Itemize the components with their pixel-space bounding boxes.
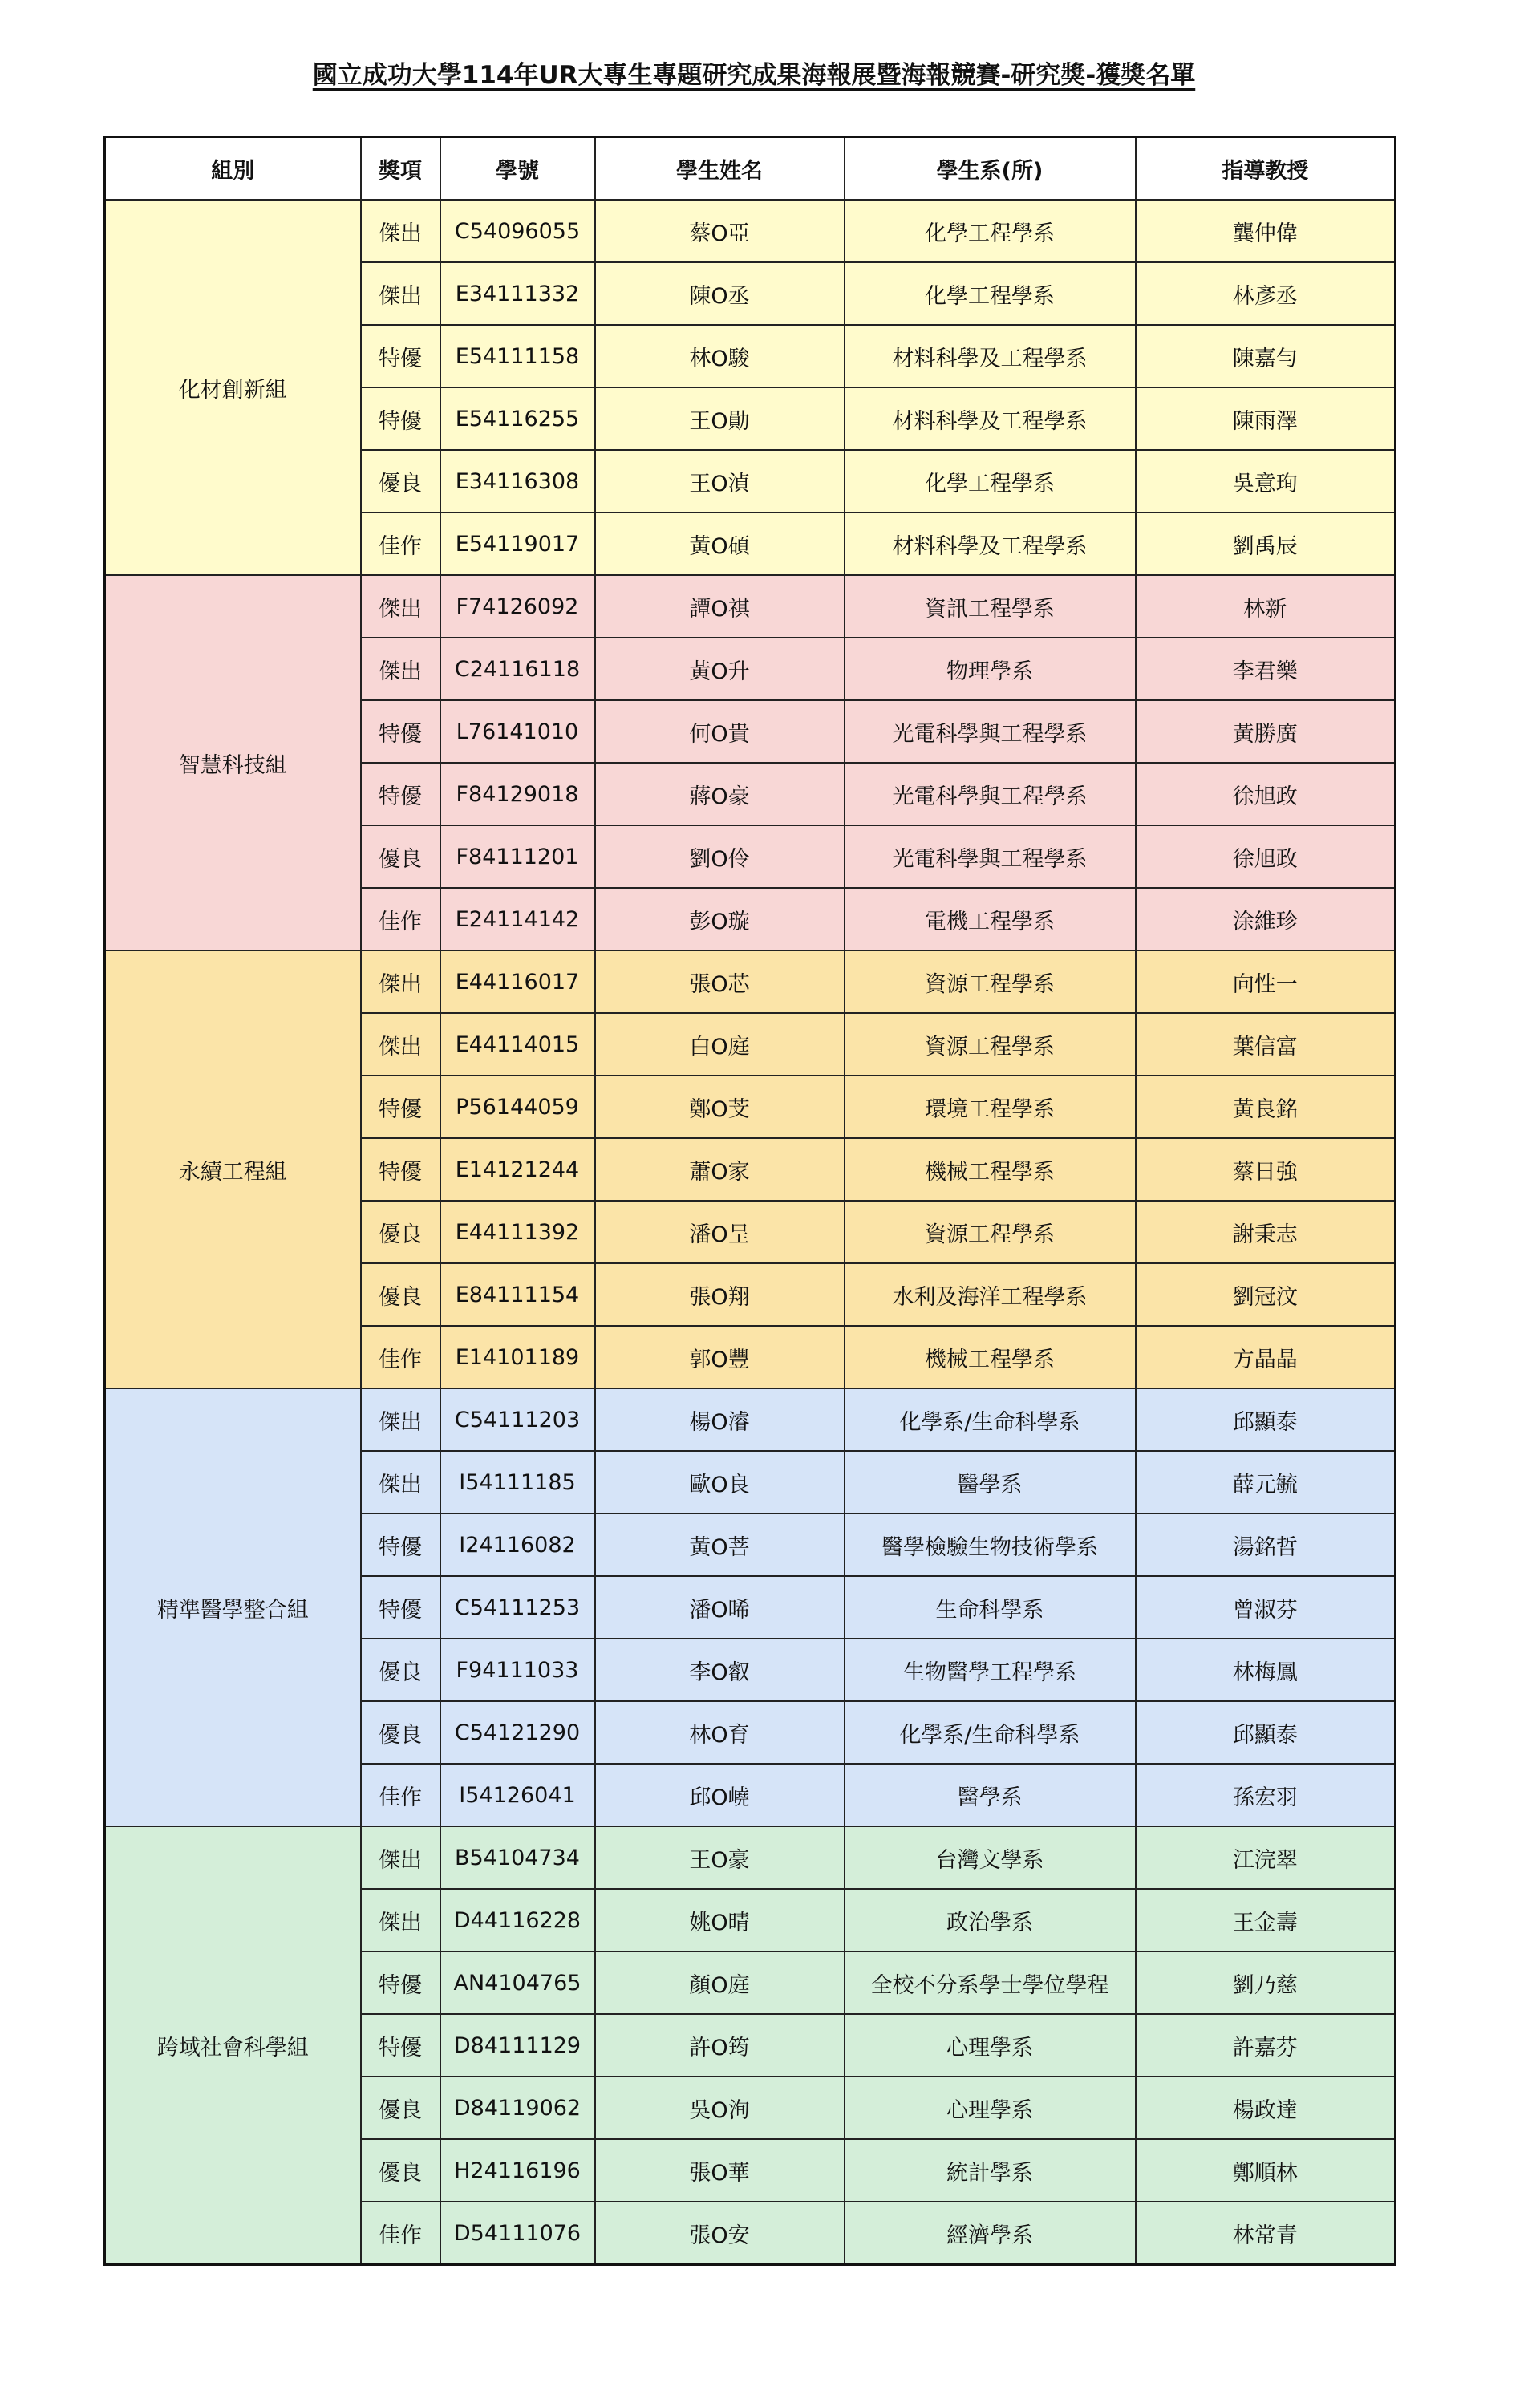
student-id-cell: E24114142 — [440, 888, 595, 950]
student-name-cell: 許O筠 — [595, 2014, 845, 2077]
student-id-cell: P56144059 — [440, 1076, 595, 1138]
award-cell: 特優 — [361, 1138, 440, 1201]
student-name-cell: 張O安 — [595, 2202, 845, 2265]
department-cell: 生命科學系 — [845, 1576, 1136, 1639]
award-cell: 傑出 — [361, 262, 440, 325]
award-cell: 優良 — [361, 2139, 440, 2202]
advisor-cell: 曾淑芬 — [1136, 1576, 1396, 1639]
student-name-cell: 王O勛 — [595, 387, 845, 450]
student-name-cell: 鄭O芠 — [595, 1076, 845, 1138]
advisor-cell: 許嘉芬 — [1136, 2014, 1396, 2077]
award-cell: 佳作 — [361, 888, 440, 950]
award-cell: 傑出 — [361, 1451, 440, 1514]
student-name-cell: 潘O呈 — [595, 1201, 845, 1263]
department-cell: 光電科學與工程學系 — [845, 700, 1136, 763]
award-cell: 傑出 — [361, 1013, 440, 1076]
advisor-cell: 邱顯泰 — [1136, 1701, 1396, 1764]
award-cell: 佳作 — [361, 2202, 440, 2265]
advisor-cell: 林新 — [1136, 575, 1396, 638]
student-name-cell: 譚O祺 — [595, 575, 845, 638]
student-id-cell: E14121244 — [440, 1138, 595, 1201]
award-cell: 優良 — [361, 2077, 440, 2139]
department-cell: 材料科學及工程學系 — [845, 325, 1136, 387]
department-cell: 物理學系 — [845, 638, 1136, 700]
award-cell: 傑出 — [361, 950, 440, 1013]
department-cell: 水利及海洋工程學系 — [845, 1263, 1136, 1326]
student-name-cell: 郭O豐 — [595, 1326, 845, 1388]
header-group: 組別 — [105, 137, 361, 201]
department-cell: 生物醫學工程學系 — [845, 1639, 1136, 1701]
award-cell: 優良 — [361, 1639, 440, 1701]
header-row — [105, 137, 1396, 201]
student-name-cell: 張O華 — [595, 2139, 845, 2202]
student-name-cell: 何O貴 — [595, 700, 845, 763]
advisor-cell: 林梅鳳 — [1136, 1639, 1396, 1701]
award-cell: 特優 — [361, 2014, 440, 2077]
award-cell: 優良 — [361, 825, 440, 888]
table-row — [105, 950, 1396, 1013]
department-cell: 化學工程學系 — [845, 200, 1136, 262]
department-cell: 資源工程學系 — [845, 950, 1136, 1013]
table-body — [105, 200, 1396, 2265]
student-id-cell: I54111185 — [440, 1451, 595, 1514]
student-name-cell: 張O翔 — [595, 1263, 845, 1326]
student-name-cell: 王O湞 — [595, 450, 845, 513]
student-id-cell: D84119062 — [440, 2077, 595, 2139]
advisor-cell: 鄭順林 — [1136, 2139, 1396, 2202]
student-name-cell: 林O駿 — [595, 325, 845, 387]
advisor-cell: 向性一 — [1136, 950, 1396, 1013]
student-name-cell: 邱O嶢 — [595, 1764, 845, 1826]
advisor-cell: 陳嘉勻 — [1136, 325, 1396, 387]
student-id-cell: C54111253 — [440, 1576, 595, 1639]
advisor-cell: 涂維珍 — [1136, 888, 1396, 950]
awards-table — [103, 136, 1396, 2266]
advisor-cell: 薛元毓 — [1136, 1451, 1396, 1514]
department-cell: 醫學系 — [845, 1451, 1136, 1514]
header-student-id: 學號 — [440, 137, 595, 201]
department-cell: 環境工程學系 — [845, 1076, 1136, 1138]
department-cell: 材料科學及工程學系 — [845, 387, 1136, 450]
advisor-cell: 林常青 — [1136, 2202, 1396, 2265]
department-cell: 資訊工程學系 — [845, 575, 1136, 638]
student-name-cell: 劉O伶 — [595, 825, 845, 888]
student-name-cell: 陳O丞 — [595, 262, 845, 325]
award-cell: 優良 — [361, 1263, 440, 1326]
student-id-cell: E44114015 — [440, 1013, 595, 1076]
department-cell: 光電科學與工程學系 — [845, 825, 1136, 888]
student-name-cell: 林O育 — [595, 1701, 845, 1764]
student-name-cell: 潘O晞 — [595, 1576, 845, 1639]
award-cell: 傑出 — [361, 200, 440, 262]
student-id-cell: C54111203 — [440, 1388, 595, 1451]
student-id-cell: E34116308 — [440, 450, 595, 513]
student-id-cell: D44116228 — [440, 1889, 595, 1951]
student-id-cell: E14101189 — [440, 1326, 595, 1388]
award-cell: 優良 — [361, 450, 440, 513]
student-name-cell: 彭O璇 — [595, 888, 845, 950]
department-cell: 機械工程學系 — [845, 1138, 1136, 1201]
group-cell: 跨域社會科學組 — [105, 1826, 361, 2265]
student-name-cell: 白O庭 — [595, 1013, 845, 1076]
award-cell: 特優 — [361, 325, 440, 387]
group-cell: 化材創新組 — [105, 200, 361, 575]
advisor-cell: 吳意珣 — [1136, 450, 1396, 513]
page-title: 國立成功大學114年UR大專生專題研究成果海報展暨海報競賽-研究獎-獲獎名單 — [312, 61, 1196, 90]
advisor-cell: 謝秉志 — [1136, 1201, 1396, 1263]
advisor-cell: 劉乃慈 — [1136, 1951, 1396, 2014]
advisor-cell: 孫宏羽 — [1136, 1764, 1396, 1826]
department-cell: 醫學系 — [845, 1764, 1136, 1826]
advisor-cell: 楊政達 — [1136, 2077, 1396, 2139]
department-cell: 全校不分系學士學位學程 — [845, 1951, 1136, 2014]
advisor-cell: 江浣翠 — [1136, 1826, 1396, 1889]
student-name-cell: 黃O升 — [595, 638, 845, 700]
student-id-cell: H24116196 — [440, 2139, 595, 2202]
department-cell: 台灣文學系 — [845, 1826, 1136, 1889]
department-cell: 電機工程學系 — [845, 888, 1136, 950]
student-name-cell: 張O芯 — [595, 950, 845, 1013]
department-cell: 化學系/生命科學系 — [845, 1701, 1136, 1764]
student-id-cell: E54111158 — [440, 325, 595, 387]
department-cell: 醫學檢驗生物技術學系 — [845, 1514, 1136, 1576]
advisor-cell: 劉禹辰 — [1136, 513, 1396, 575]
group-cell: 智慧科技組 — [105, 575, 361, 950]
award-cell: 特優 — [361, 1514, 440, 1576]
student-id-cell: I24116082 — [440, 1514, 595, 1576]
award-cell: 佳作 — [361, 1326, 440, 1388]
student-id-cell: F84129018 — [440, 763, 595, 825]
student-name-cell: 吳O洵 — [595, 2077, 845, 2139]
award-cell: 特優 — [361, 700, 440, 763]
table-row — [105, 575, 1396, 638]
student-id-cell: AN4104765 — [440, 1951, 595, 2014]
department-cell: 機械工程學系 — [845, 1326, 1136, 1388]
student-name-cell: 蕭O家 — [595, 1138, 845, 1201]
student-name-cell: 顏O庭 — [595, 1951, 845, 2014]
department-cell: 化學工程學系 — [845, 450, 1136, 513]
department-cell: 資源工程學系 — [845, 1013, 1136, 1076]
award-cell: 傑出 — [361, 638, 440, 700]
award-cell: 特優 — [361, 1576, 440, 1639]
student-id-cell: E84111154 — [440, 1263, 595, 1326]
group-cell: 精準醫學整合組 — [105, 1388, 361, 1826]
student-name-cell: 王O豪 — [595, 1826, 845, 1889]
student-id-cell: C54096055 — [440, 200, 595, 262]
header-award: 獎項 — [361, 137, 440, 201]
advisor-cell: 王金壽 — [1136, 1889, 1396, 1951]
student-id-cell: C54121290 — [440, 1701, 595, 1764]
group-cell: 永續工程組 — [105, 950, 361, 1388]
department-cell: 光電科學與工程學系 — [845, 763, 1136, 825]
student-id-cell: F84111201 — [440, 825, 595, 888]
advisor-cell: 方晶晶 — [1136, 1326, 1396, 1388]
department-cell: 材料科學及工程學系 — [845, 513, 1136, 575]
award-cell: 佳作 — [361, 1764, 440, 1826]
award-cell: 佳作 — [361, 513, 440, 575]
advisor-cell: 黃勝廣 — [1136, 700, 1396, 763]
award-cell: 優良 — [361, 1201, 440, 1263]
advisor-cell: 邱顯泰 — [1136, 1388, 1396, 1451]
student-id-cell: E54116255 — [440, 387, 595, 450]
student-id-cell: F74126092 — [440, 575, 595, 638]
student-name-cell: 楊O濬 — [595, 1388, 845, 1451]
student-name-cell: 歐O良 — [595, 1451, 845, 1514]
department-cell: 化學工程學系 — [845, 262, 1136, 325]
department-cell: 心理學系 — [845, 2077, 1136, 2139]
advisor-cell: 徐旭政 — [1136, 763, 1396, 825]
student-name-cell: 黃O碩 — [595, 513, 845, 575]
student-name-cell: 蔡O亞 — [595, 200, 845, 262]
department-cell: 資源工程學系 — [845, 1201, 1136, 1263]
student-id-cell: E44116017 — [440, 950, 595, 1013]
advisor-cell: 劉冠汶 — [1136, 1263, 1396, 1326]
department-cell: 統計學系 — [845, 2139, 1136, 2202]
department-cell: 心理學系 — [845, 2014, 1136, 2077]
table-row — [105, 1388, 1396, 1451]
award-cell: 優良 — [361, 1701, 440, 1764]
advisor-cell: 徐旭政 — [1136, 825, 1396, 888]
student-name-cell: 黃O菩 — [595, 1514, 845, 1576]
award-cell: 特優 — [361, 1076, 440, 1138]
department-cell: 經濟學系 — [845, 2202, 1136, 2265]
award-cell: 傑出 — [361, 1889, 440, 1951]
header-department: 學生系(所) — [845, 137, 1136, 201]
student-id-cell: E34111332 — [440, 262, 595, 325]
advisor-cell: 龔仲偉 — [1136, 200, 1396, 262]
advisor-cell: 葉信富 — [1136, 1013, 1396, 1076]
student-name-cell: 姚O晴 — [595, 1889, 845, 1951]
department-cell: 政治學系 — [845, 1889, 1136, 1951]
student-id-cell: B54104734 — [440, 1826, 595, 1889]
award-cell: 特優 — [361, 763, 440, 825]
advisor-cell: 蔡日強 — [1136, 1138, 1396, 1201]
advisor-cell: 陳雨澤 — [1136, 387, 1396, 450]
award-cell: 傑出 — [361, 1826, 440, 1889]
table-row — [105, 1826, 1396, 1889]
advisor-cell: 林彥丞 — [1136, 262, 1396, 325]
department-cell: 化學系/生命科學系 — [845, 1388, 1136, 1451]
student-name-cell: 蔣O豪 — [595, 763, 845, 825]
header-student-name: 學生姓名 — [595, 137, 845, 201]
student-id-cell: D54111076 — [440, 2202, 595, 2265]
award-cell: 特優 — [361, 1951, 440, 2014]
student-id-cell: E54119017 — [440, 513, 595, 575]
award-cell: 傑出 — [361, 1388, 440, 1451]
advisor-cell: 湯銘哲 — [1136, 1514, 1396, 1576]
student-name-cell: 李O叡 — [595, 1639, 845, 1701]
student-id-cell: F94111033 — [440, 1639, 595, 1701]
table-row — [105, 200, 1396, 262]
student-id-cell: D84111129 — [440, 2014, 595, 2077]
award-cell: 傑出 — [361, 575, 440, 638]
award-cell: 特優 — [361, 387, 440, 450]
advisor-cell: 黃良銘 — [1136, 1076, 1396, 1138]
student-id-cell: C24116118 — [440, 638, 595, 700]
student-id-cell: I54126041 — [440, 1764, 595, 1826]
student-id-cell: L76141010 — [440, 700, 595, 763]
header-advisor: 指導教授 — [1136, 137, 1396, 201]
student-id-cell: E44111392 — [440, 1201, 595, 1263]
advisor-cell: 李君樂 — [1136, 638, 1396, 700]
